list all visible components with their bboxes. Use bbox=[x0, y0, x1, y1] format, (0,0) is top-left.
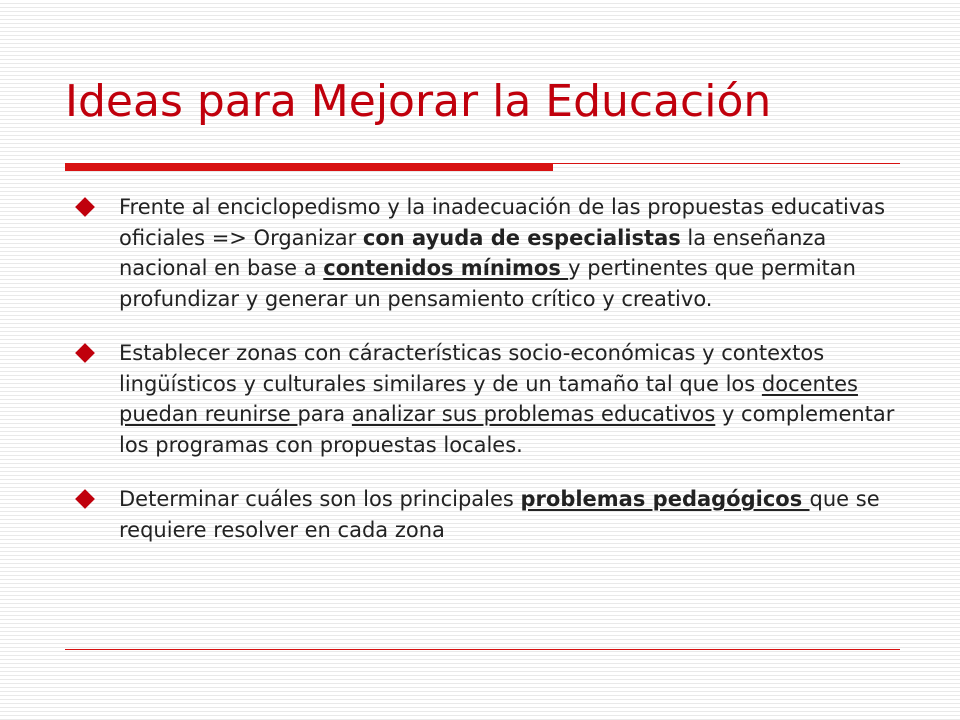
bullet-text: que se requiere resolver en cada zona bbox=[119, 487, 880, 542]
bullet-text: para bbox=[297, 402, 352, 426]
title-underline-rule bbox=[553, 163, 900, 164]
diamond-bullet-icon bbox=[75, 489, 95, 509]
bottom-rule bbox=[65, 649, 900, 650]
title-underline-bar bbox=[65, 163, 553, 171]
bullet-item bbox=[75, 338, 905, 460]
diamond-bullet-icon bbox=[75, 197, 95, 217]
bullet-text: y pertinentes que permitan profundizar y generar un pensamiento crítico y creativo. bbox=[119, 256, 856, 311]
slide-title: Ideas para Mejorar la Educación bbox=[65, 76, 772, 127]
underlined-phrase: analizar sus problemas educativos bbox=[351, 402, 716, 426]
bullet-list bbox=[75, 192, 905, 545]
bullet-text: Establecer zonas con cáracterísticas socio-económicas y contextos lingüísticos y culturales similares y de un tamaño tal que los bbox=[119, 341, 825, 396]
bullet-item bbox=[75, 484, 905, 545]
bullet-text: Determinar cuáles son los principales bbox=[119, 487, 521, 511]
bold-underlined-phrase: contenidos mínimos bbox=[323, 256, 569, 280]
underlined-phrase: docentes puedan reunirse bbox=[119, 371, 858, 426]
bullet-text: Frente al enciclopedismo y la inadecuación de las propuestas educativas oficiales => Organizar bbox=[119, 195, 886, 250]
bold-underlined-phrase: problemas pedagógicos bbox=[520, 487, 810, 511]
bullet-text: y complementar los programas con propuestas locales. bbox=[119, 402, 895, 457]
bold-phrase: con ayuda de especialistas bbox=[362, 225, 681, 250]
diamond-bullet-icon bbox=[75, 343, 95, 363]
bullet-text: la enseñanza nacional en base a bbox=[119, 225, 827, 280]
bullet-item bbox=[75, 192, 905, 314]
